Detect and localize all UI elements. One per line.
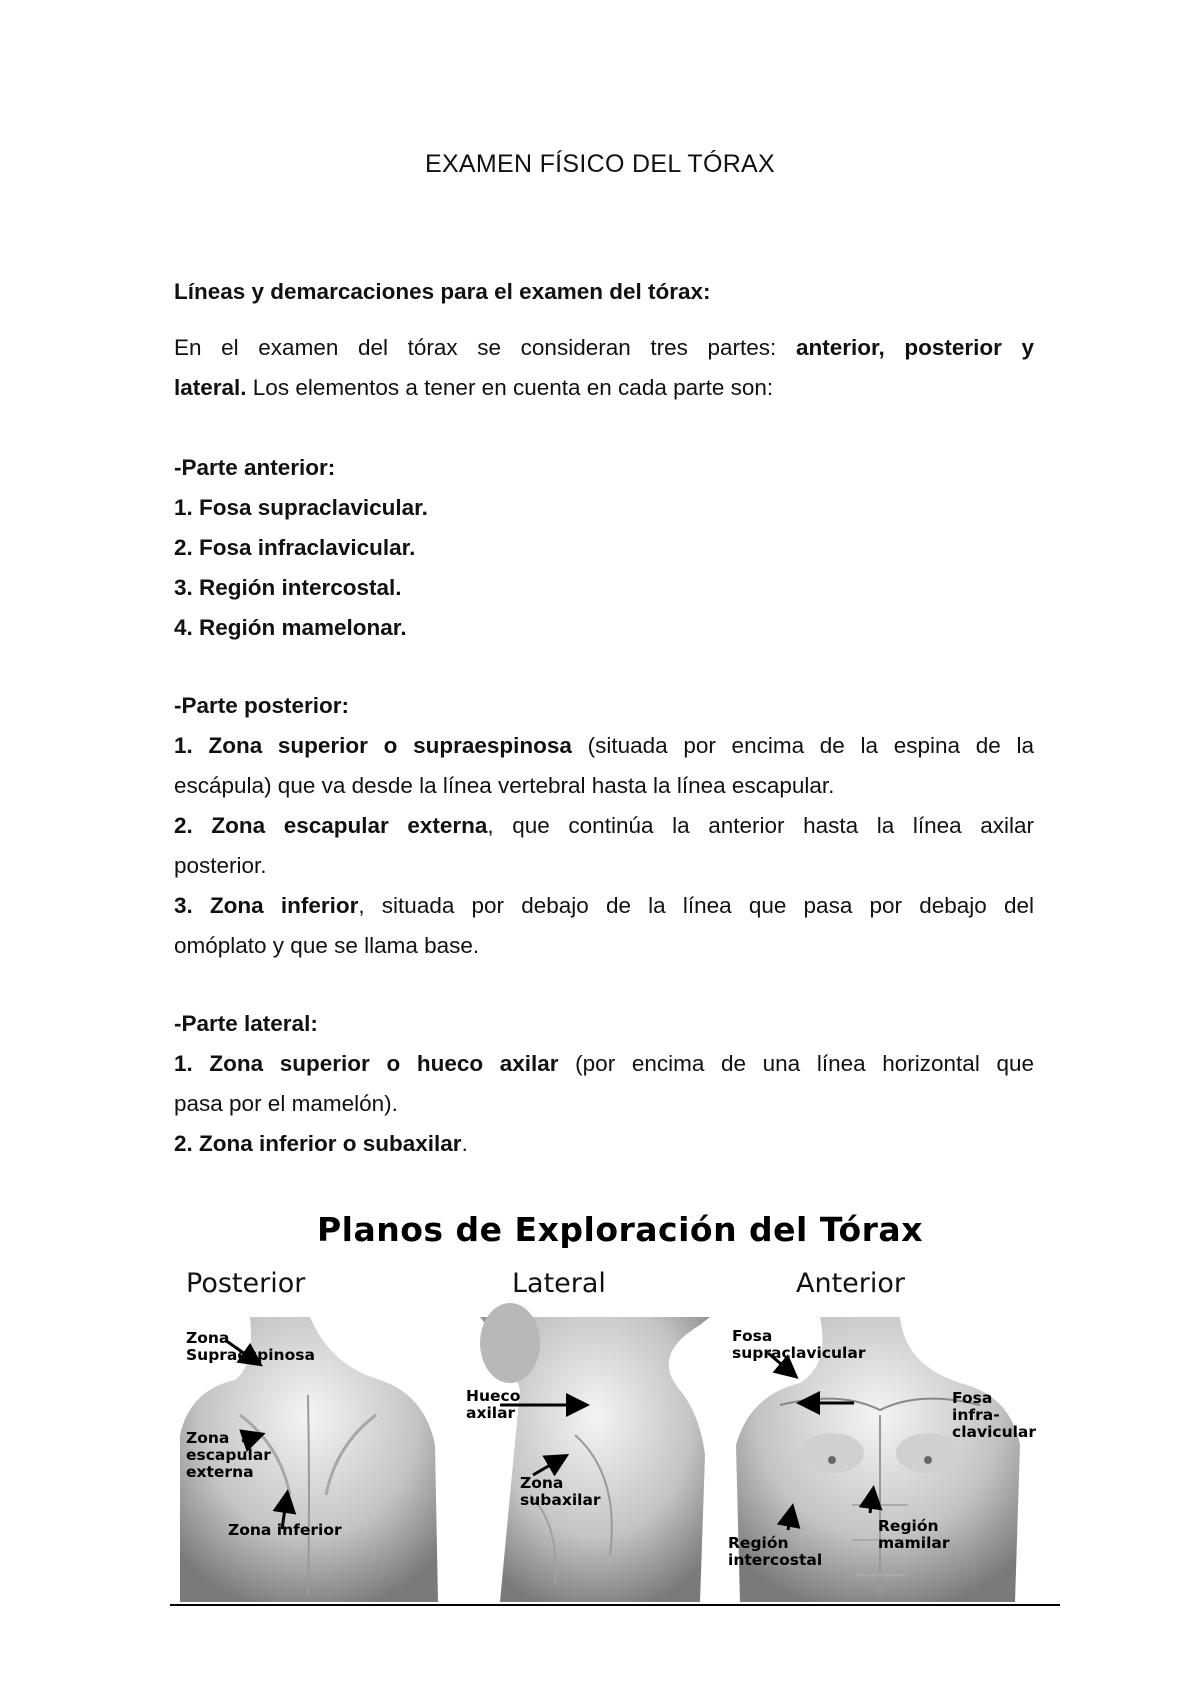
- intro-bold-2: lateral.: [174, 375, 247, 400]
- posterior-item-2-cont: [174, 846, 1034, 886]
- posterior-item-2: [174, 806, 1034, 846]
- list-item: 3. Región intercostal.: [174, 575, 402, 600]
- label-zona-subaxilar: Zona subaxilar: [520, 1474, 601, 1509]
- document-title: EXAMEN FÍSICO DEL TÓRAX: [424, 150, 776, 178]
- intro-paragraph: [174, 328, 1034, 408]
- anterior-section: [174, 448, 1034, 648]
- intro-bold: anterior, posterior y: [795, 335, 1035, 360]
- item-bold: 3. Zona inferior: [174, 893, 359, 918]
- item-text: (situada por encima de la espina de la: [571, 733, 1034, 758]
- list-item: 4. Región mamelonar.: [174, 615, 407, 640]
- lateral-item-1-cont: [174, 1084, 1034, 1124]
- item-text: posterior.: [174, 853, 267, 878]
- intro-line-1: [174, 328, 1034, 368]
- section-heading: [174, 272, 1034, 312]
- label-zona-escapular-externa: Zona escapular externa: [186, 1429, 271, 1481]
- figure-bottom-rule: [170, 1604, 1060, 1606]
- posterior-item-3: [174, 886, 1034, 926]
- item-bold: 2. Zona inferior o subaxilar: [174, 1131, 462, 1156]
- intro-line-2: [174, 368, 1034, 408]
- panel-label-posterior: Posterior: [186, 1268, 306, 1299]
- heading-text: Líneas y demarcaciones para el examen del tórax:: [174, 279, 711, 304]
- label-zona-inferior: Zona inferior: [228, 1521, 342, 1539]
- lateral-item-2: [174, 1124, 1034, 1164]
- item-text: escápula) que va desde la línea vertebral hasta la línea escapular.: [174, 773, 835, 798]
- lateral-section: [174, 1004, 1034, 1164]
- intro-text-2: Los elementos a tener en cuenta en cada parte son:: [246, 375, 774, 400]
- figure-title: Planos de Exploración del Tórax: [317, 1210, 923, 1249]
- label-region-intercostal: Región intercostal: [728, 1534, 823, 1569]
- item-bold: 2. Zona escapular externa: [174, 813, 488, 838]
- label-fosa-supraclavicular: Fosa supraclavicular: [732, 1327, 866, 1362]
- posterior-item-1: [174, 726, 1034, 766]
- posterior-section: [174, 686, 1034, 966]
- label-region-mamilar: Región mamilar: [878, 1517, 950, 1552]
- item-text: pasa por el mamelón).: [174, 1091, 398, 1116]
- lateral-heading: -Parte lateral:: [174, 1011, 318, 1036]
- item-text: .: [461, 1131, 468, 1156]
- lateral-body-image: [442, 1303, 712, 1602]
- item-bold: 1. Zona superior o supraespinosa: [174, 733, 572, 758]
- item-text: , situada por debajo de la línea que pasa por debajo del: [358, 893, 1034, 918]
- posterior-heading: -Parte posterior:: [174, 693, 350, 718]
- intro-text: En el examen del tórax se consideran tres partes:: [174, 335, 796, 360]
- posterior-item-3-cont: [174, 926, 1034, 966]
- anterior-heading: -Parte anterior:: [174, 455, 336, 480]
- item-bold: 1. Zona superior o hueco axilar: [174, 1051, 559, 1076]
- item-text: omóplato y que se llama base.: [174, 933, 480, 958]
- posterior-item-1-cont: [174, 766, 1034, 806]
- list-item: 2. Fosa infraclavicular.: [174, 535, 416, 560]
- panel-label-anterior: Anterior: [796, 1268, 906, 1299]
- label-hueco-axilar: Hueco axilar: [466, 1387, 521, 1422]
- label-zona-supraespinosa: Zona Supraespinosa: [186, 1329, 315, 1364]
- list-item: 1. Fosa supraclavicular.: [174, 495, 428, 520]
- item-text: , que continúa la anterior hasta la línea axilar: [487, 813, 1034, 838]
- lateral-item-1: [174, 1044, 1034, 1084]
- thorax-figure: [180, 1210, 1060, 1605]
- label-fosa-infraclavicular: Fosa infra- clavicular: [952, 1389, 1037, 1441]
- panel-label-lateral: Lateral: [512, 1268, 606, 1299]
- item-text: (por encima de una línea horizontal que: [558, 1051, 1034, 1076]
